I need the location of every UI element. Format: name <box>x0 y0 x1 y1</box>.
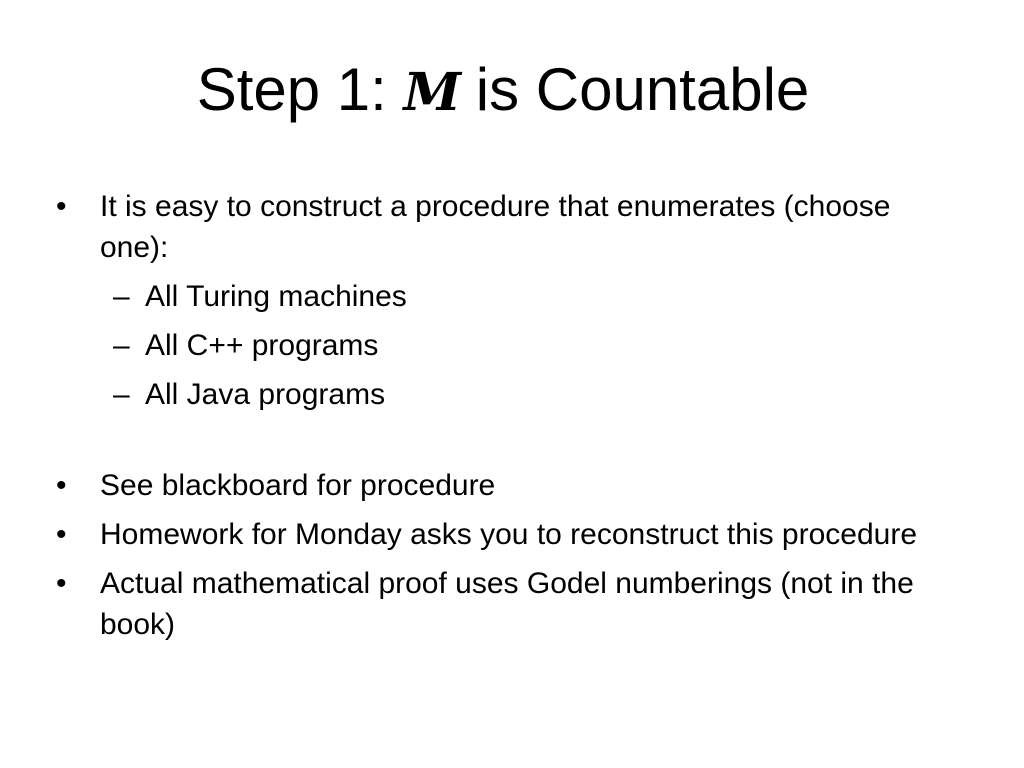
title-suffix: is Countable <box>459 56 810 123</box>
bullet-text: See blackboard for procedure <box>100 469 496 502</box>
bullet-item <box>56 186 956 268</box>
bullet-marker: • <box>56 190 67 223</box>
sub-bullet-text: All Java programs <box>145 378 386 411</box>
sub-bullet-marker: – <box>113 280 130 313</box>
bullet-item <box>56 514 956 555</box>
title-symbol: M <box>403 62 460 123</box>
spacer <box>56 423 956 465</box>
sub-bullet-text: All C++ programs <box>145 329 379 362</box>
title-prefix: Step 1: <box>196 56 404 123</box>
sub-bullet-marker: – <box>113 329 130 362</box>
sub-bullet-item <box>56 374 956 415</box>
bullet-marker: • <box>56 469 67 502</box>
bullet-marker: • <box>56 567 67 600</box>
bullet-text: Actual mathematical proof uses Godel numberings (not in the book) <box>100 567 914 641</box>
bullet-text: It is easy to construct a procedure that enumerates (choose one): <box>100 190 891 264</box>
slide-body <box>56 186 956 653</box>
slide-title <box>0 52 1006 131</box>
bullet-item <box>56 465 956 506</box>
sub-bullet-item <box>56 325 956 366</box>
bullet-marker: • <box>56 518 67 551</box>
sub-bullet-item <box>56 276 956 317</box>
bullet-text: Homework for Monday asks you to reconstruct this procedure <box>100 518 918 551</box>
bullet-item <box>56 563 956 645</box>
sub-bullet-text: All Turing machines <box>145 280 407 313</box>
sub-bullet-marker: – <box>113 378 130 411</box>
